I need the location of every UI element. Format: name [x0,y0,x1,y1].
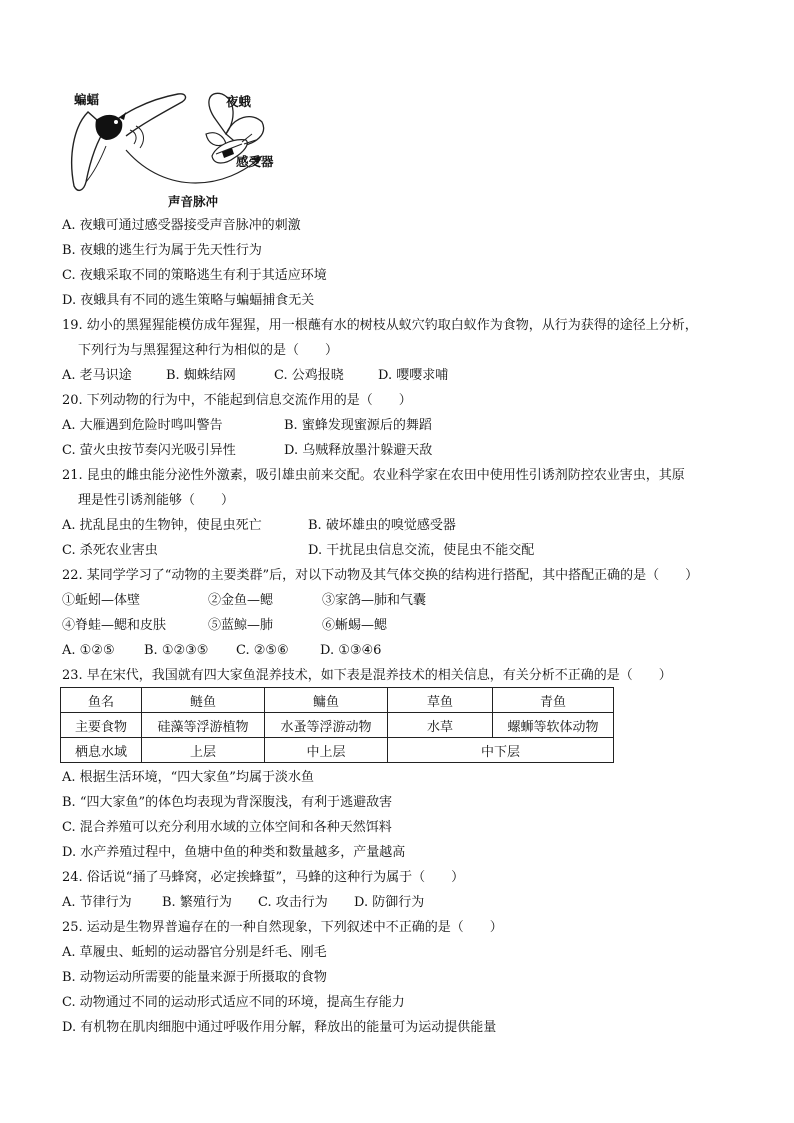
table-row [61,688,614,713]
q20-option-c: C. 萤火虫按节奏闪光吸引异性 [62,443,236,458]
q22-options [62,642,381,660]
q19-option-d: D. 嘤嘤求哺 [378,368,449,383]
q20-stem: 20. 下列动物的行为中，不能起到信息交流作用的是（ ） [62,393,412,408]
q24-options [62,894,424,912]
q19-option-c: C. 公鸡报晓 [274,368,344,383]
table-cell: 硅藻等浮游植物 [142,713,265,738]
table-cell: 鱼名 [61,688,142,713]
q24-option-a: A. 节律行为 [62,895,132,910]
q19-option-b: B. 蜘蛛结网 [166,368,236,383]
label-receptor: 感受器 [236,154,274,169]
q19-options [62,367,448,385]
q21-option-b: B. 破坏雄虫的嗅觉感受器 [308,518,456,533]
q25-option-b: B. 动物运动所需要的能量来源于所摄取的食物 [62,970,327,985]
q21-stem-line2: 理是性引诱剂能够（ ） [78,493,235,508]
q22-stem: 22. 某同学学习了“动物的主要类群”后，对以下动物及其气体交换的结构进行搭配，其中搭配正确的是（ ） [62,568,699,583]
fish-table [60,687,614,763]
table-cell: 主要食物 [61,713,142,738]
q22-item-2: ②金鱼—鳃 [208,593,274,608]
q25-option-d: D. 有机物在肌肉细胞中通过呼吸作用分解，释放出的能量可为运动提供能量 [62,1020,497,1035]
q22-items-row2 [62,617,387,635]
q22-items-row1 [62,592,426,610]
q21-option-a: A. 扰乱昆虫的生物钟，使昆虫死亡 [62,518,262,533]
q24-stem: 24. 俗话说“捅了马蜂窝，必定挨蜂蜇”，马蜂的这种行为属于（ ） [62,870,465,885]
q22-item-4: ④脊蛙—鳃和皮肤 [62,618,167,633]
q20-options-row1 [62,417,432,435]
q25-option-a: A. 草履虫、蚯蚓的运动器官分别是纤毛、刚毛 [62,945,327,960]
table-row [61,738,614,763]
q21-options-row2 [62,542,534,560]
table-cell: 螺蛳等软体动物 [493,713,614,738]
q22-option-d: D. ①③④6 [320,643,382,658]
q20-options-row2 [62,442,432,460]
label-moth: 夜蛾 [226,94,252,109]
q19-stem-line1: 19. 幼小的黑猩猩能模仿成年猩猩，用一根蘸有水的树枝从蚁穴钓取白蚁作为食物，从行为获得的途径上分析， [62,318,698,333]
q18-option-c: C. 夜蛾采取不同的策略逃生有利于其适应环境 [62,268,327,283]
q24-option-c: C. 攻击行为 [258,895,328,910]
q21-option-c: C. 杀死农业害虫 [62,543,158,558]
table-cell: 中下层 [388,738,614,763]
table-cell: 水草 [388,713,493,738]
table-cell: 青鱼 [493,688,614,713]
q23-stem: 23. 早在宋代，我国就有四大家鱼混养技术，如下表是混养技术的相关信息，有关分析不正确的是（ ） [62,668,672,683]
label-bat: 蝙蝠 [74,92,100,107]
q21-option-d: D. 干扰昆虫信息交流，使昆虫不能交配 [308,543,535,558]
q22-option-a: A. ①②⑤ [62,643,115,658]
table-row [61,713,614,738]
table-cell: 上层 [142,738,265,763]
table-cell: 鲢鱼 [142,688,265,713]
q19-option-a: A. 老马识途 [62,368,132,383]
q20-option-d: D. 乌贼释放墨汁躲避天敌 [284,443,433,458]
table-cell: 水蚤等浮游动物 [265,713,388,738]
q18-option-b: B. 夜蛾的逃生行为属于先天性行为 [62,243,262,258]
q23-option-a: A. 根据生活环境，“四大家鱼”均属于淡水鱼 [62,770,314,785]
q20-option-a: A. 大雁遇到危险时鸣叫警告 [62,418,223,433]
q22-item-1: ①蚯蚓—体壁 [62,593,141,608]
table-cell: 中上层 [265,738,388,763]
table-cell: 草鱼 [388,688,493,713]
q23-option-c: C. 混合养殖可以充分利用水域的立体空间和各种天然饵料 [62,820,392,835]
bat-moth-figure [66,86,306,210]
q22-item-5: ⑤蓝鲸—肺 [208,618,274,633]
q22-option-b: B. ①②③⑤ [144,643,209,658]
label-sound-pulse: 声音脉冲 [168,194,219,209]
q25-stem: 25. 运动是生物界普遍存在的一种自然现象，下列叙述中不正确的是（ ） [62,920,503,935]
table-cell: 鳙鱼 [265,688,388,713]
q20-option-b: B. 蜜蜂发现蜜源后的舞蹈 [284,418,432,433]
q24-option-b: B. 繁殖行为 [162,895,232,910]
table-cell: 栖息水域 [61,738,142,763]
q22-option-c: C. ②⑤⑥ [236,643,289,658]
q21-stem-line1: 21. 昆虫的雌虫能分泌性外激素，吸引雄虫前来交配。农业科学家在农田中使用性引诱剂防控农业害虫，其原 [62,468,685,483]
q22-item-6: ⑥蜥蜴—鳃 [322,618,388,633]
q18-option-d: D. 夜蛾具有不同的逃生策略与蝙蝠捕食无关 [62,293,315,308]
q23-option-d: D. 水产养殖过程中，鱼塘中鱼的种类和数量越多，产量越高 [62,845,406,860]
q22-item-3: ③家鸽—肺和气囊 [322,593,427,608]
q24-option-d: D. 防御行为 [354,895,425,910]
q23-option-b: B. “四大家鱼”的体色均表现为背深腹浅，有利于逃避敌害 [62,795,393,810]
q21-options-row1 [62,517,456,535]
q19-stem-line2: 下列行为与黑猩猩这种行为相似的是（ ） [78,343,339,358]
q18-option-a: A. 夜蛾可通过感受器接受声音脉冲的刺激 [62,218,301,233]
q25-option-c: C. 动物通过不同的运动形式适应不同的环境，提高生存能力 [62,995,405,1010]
